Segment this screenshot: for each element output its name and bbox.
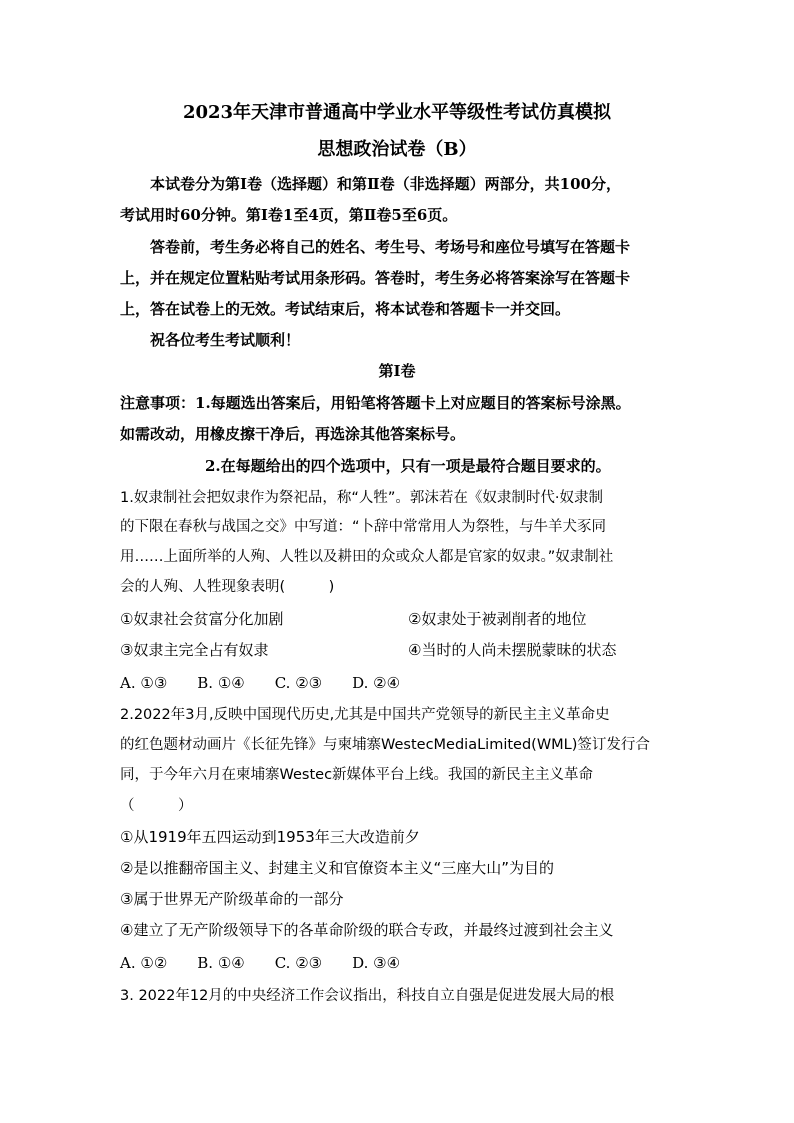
q2-option-2: ②是以推翻帝国主义、封建主义和官僚资本主义“三座大山”为目的: [120, 859, 554, 877]
q3-stem-line-1: 3. 2022年12月的中央经济工作会议指出，科技自立自强是促进发展大局的根: [120, 988, 615, 1004]
q2-stem-line-2: 的红色题材动画片《长征先锋》与柬埔寨WestecMediaLimited(WML)签订发行合: [120, 737, 650, 753]
q2-stem-line-3: 同，于今年六月在柬埔寨Westec新媒体平台上线。我国的新民主主义革命: [120, 767, 594, 783]
q1-option-3: ③奴隶主完全占有奴隶: [120, 641, 269, 659]
q1-stem-line-1: 1.奴隶制社会把奴隶作为祭祀品，称“人牲”。郭沫若在《奴隶制时代·奴隶制: [120, 490, 603, 506]
intro-line-1: 本试卷分为第Ⅰ卷（选择题）和第Ⅱ卷（非选择题）两部分，共100分，: [150, 175, 621, 193]
q1-stem-line-3: 用……上面所举的人殉、人牲以及耕田的众或众人都是官家的奴隶。”奴隶制社: [120, 549, 614, 565]
q1-option-2: ②奴隶处于被剥削者的地位: [408, 610, 587, 628]
intro-line-4: 上，并在规定位置粘贴考试用条形码。答卷时，考生务必将答案涂写在答题卡: [120, 269, 631, 287]
q2-option-1: ①从1919年五四运动到1953年三大改造前夕: [120, 828, 420, 846]
q2-stem-line-4: （ ）: [120, 798, 193, 814]
q2-choices: A. ①② B. ①④ C. ②③ D. ③④: [120, 954, 401, 972]
notice-line-3: 2.在每题给出的四个选项中，只有一项是最符合题目要求的。: [205, 457, 611, 475]
q2-stem-line-1: 2.2022年3月,反映中国现代历史,尤其是中国共产党领导的新民主主义革命史: [120, 707, 610, 723]
q1-option-4: ④当时的人尚未摆脱蒙昧的状态: [408, 641, 617, 659]
q1-stem-line-2: 的下限在春秋与战国之交》中写道：“卜辞中常常用人为祭牲，与牛羊犬豕同: [120, 519, 607, 535]
q2-option-3: ③属于世界无产阶级革命的一部分: [120, 890, 344, 908]
intro-line-5: 上，答在试卷上的无效。考试结束后，将本试卷和答题卡一并交回。: [120, 300, 571, 318]
notice-line-2: 如需改动，用橡皮擦干净后，再选涂其他答案标号。: [120, 425, 466, 443]
exam-subtitle: 思想政治试卷（B）: [317, 139, 477, 160]
q1-option-1: ①奴隶社会贫富分化加剧: [120, 610, 284, 628]
exam-title: 2023年天津市普通高中学业水平等级性考试仿真模拟: [182, 102, 612, 123]
intro-wish: 祝各位考生考试顺利！: [150, 331, 301, 349]
notice-line-1: 注意事项：1.每题选出答案后，用铅笔将答题卡上对应题目的答案标号涂黑。: [120, 394, 631, 412]
intro-line-2: 考试用时60分钟。第Ⅰ卷1至4页，第Ⅱ卷5至6页。: [120, 206, 458, 224]
intro-line-3: 答卷前，考生务必将自己的姓名、考生号、考场号和座位号填写在答题卡: [150, 238, 631, 256]
section-title: 第Ⅰ卷: [378, 362, 416, 380]
q1-stem-line-4: 会的人殉、人牲现象表明( ): [120, 579, 335, 595]
q1-choices: A. ①③ B. ①④ C. ②③ D. ②④: [120, 674, 401, 692]
q2-option-4: ④建立了无产阶级领导下的各革命阶级的联合专政，并最终过渡到社会主义: [120, 921, 614, 939]
